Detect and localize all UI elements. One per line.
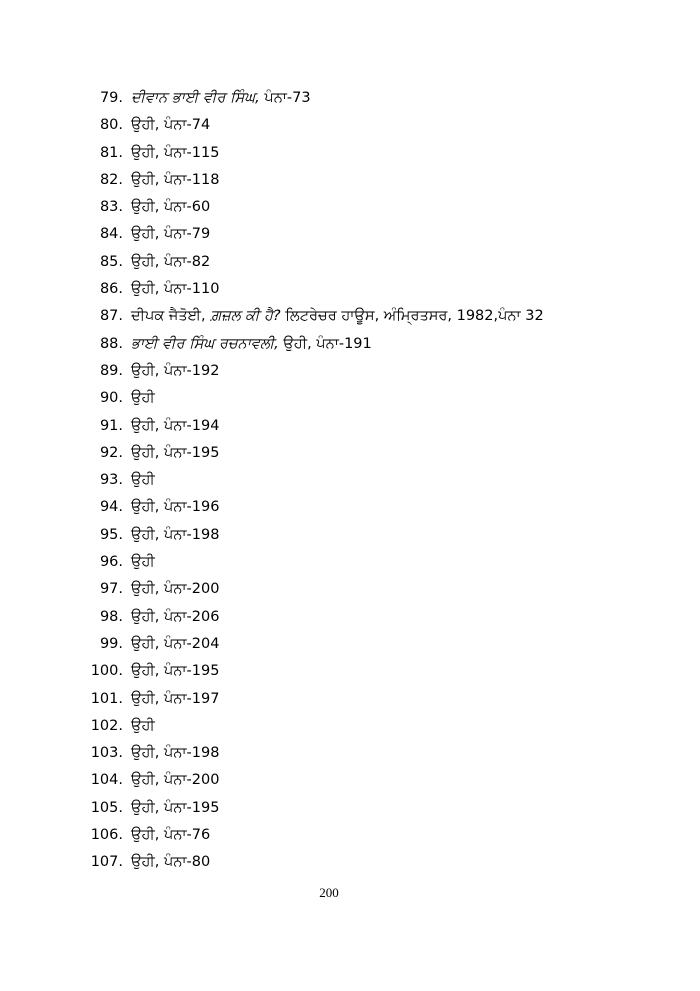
note-number: 82. bbox=[99, 171, 123, 188]
note-text: ਉਹੀ bbox=[131, 717, 155, 734]
note-number: 84. bbox=[99, 226, 123, 243]
page-number: 200 bbox=[319, 885, 339, 900]
endnote-85 bbox=[0, 249, 700, 276]
endnote-99 bbox=[0, 631, 700, 658]
note-text: ਉਹੀ, ਪੰਨਾ-196 bbox=[131, 499, 220, 516]
note-text: ਉਹੀ, ਪੰਨਾ-195 bbox=[131, 799, 220, 816]
endnote-100 bbox=[0, 658, 700, 685]
endnote-80 bbox=[0, 112, 700, 139]
endnote-81 bbox=[0, 140, 700, 167]
note-italic-title: ਦੀਵਾਨ ਭਾਈ ਵੀਰ ਸਿੰਘ, bbox=[131, 90, 260, 106]
note-number: 79. bbox=[99, 90, 123, 106]
note-text: ਉਹੀ, ਪੰਨਾ-76 bbox=[131, 827, 211, 844]
note-number: 92. bbox=[99, 444, 123, 461]
note-text: ਉਹੀ, ਪੰਨਾ-198 bbox=[131, 526, 220, 543]
endnote-101 bbox=[0, 686, 700, 713]
note-number: 89. bbox=[99, 362, 123, 379]
note-text: ਉਹੀ, ਪੰਨਾ-110 bbox=[131, 281, 220, 298]
endnote-87 bbox=[0, 303, 700, 330]
note-number: 107. bbox=[90, 854, 123, 871]
note-number: 85. bbox=[99, 253, 123, 270]
endnote-98 bbox=[0, 604, 700, 631]
note-number: 98. bbox=[99, 608, 123, 625]
note-reference: ਉਹੀ, ਪੰਨਾ-191 bbox=[278, 335, 372, 352]
note-number: 106. bbox=[90, 827, 123, 844]
note-number: 90. bbox=[99, 390, 123, 407]
endnote-89 bbox=[0, 358, 700, 385]
endnote-79 bbox=[0, 85, 700, 112]
endnote-97 bbox=[0, 576, 700, 603]
note-text bbox=[131, 85, 311, 112]
note-text: ਉਹੀ, ਪੰਨਾ-115 bbox=[131, 144, 220, 161]
note-number: 86. bbox=[99, 281, 123, 298]
note-text: ਉਹੀ, ਪੰਨਾ-192 bbox=[131, 362, 220, 379]
endnote-94 bbox=[0, 494, 700, 521]
endnote-90 bbox=[0, 385, 700, 412]
note-number: 80. bbox=[99, 117, 123, 134]
note-text: ਉਹੀ, ਪੰਨਾ-79 bbox=[131, 226, 211, 243]
note-text: ਉਹੀ, ਪੰਨਾ-204 bbox=[131, 635, 220, 652]
note-number: 97. bbox=[99, 581, 123, 598]
note-text: ਉਹੀ, ਪੰਨਾ-194 bbox=[131, 417, 220, 434]
note-text: ਉਹੀ bbox=[131, 554, 155, 571]
note-number: 103. bbox=[90, 745, 123, 762]
endnote-95 bbox=[0, 522, 700, 549]
note-number: 104. bbox=[90, 772, 123, 789]
endnote-88 bbox=[0, 331, 700, 358]
note-reference: ਲਿਟਰੇਚਰ ਹਾਊਸ, ਅੰਮ੍ਰਿਤਸਰ, 1982,ਪੰਨਾ 32 bbox=[280, 308, 544, 325]
endnote-105 bbox=[0, 795, 700, 822]
note-number: 93. bbox=[99, 472, 123, 489]
note-reference: ਪੰਨਾ-73 bbox=[259, 90, 311, 106]
note-text: ਉਹੀ bbox=[131, 390, 155, 407]
note-text: ਉਹੀ, ਪੰਨਾ-74 bbox=[131, 117, 211, 134]
endnote-107 bbox=[0, 849, 700, 876]
endnotes-list bbox=[0, 85, 700, 877]
endnote-93 bbox=[0, 467, 700, 494]
note-text: ਉਹੀ, ਪੰਨਾ-82 bbox=[131, 253, 211, 270]
note-number: 102. bbox=[90, 717, 123, 734]
endnote-82 bbox=[0, 167, 700, 194]
note-italic-title: ਭਾਈ ਵੀਰ ਸਿੰਘ ਰਚਨਾਵਲੀ, bbox=[131, 335, 279, 352]
note-text: ਉਹੀ bbox=[131, 472, 155, 489]
note-text: ਉਹੀ, ਪੰਨਾ-118 bbox=[131, 171, 220, 188]
note-text: ਉਹੀ, ਪੰਨਾ-195 bbox=[131, 444, 220, 461]
endnote-86 bbox=[0, 276, 700, 303]
note-italic-title: ਗ਼ਜ਼ਲ ਕੀ ਹੈ? bbox=[210, 308, 281, 325]
note-number: 100. bbox=[90, 663, 123, 680]
note-author: ਦੀਪਕ ਜੈਤੋਈ, bbox=[131, 308, 211, 325]
note-text: ਉਹੀ, ਪੰਨਾ-198 bbox=[131, 745, 220, 762]
note-text: ਉਹੀ, ਪੰਨਾ-60 bbox=[131, 199, 211, 216]
note-number: 105. bbox=[90, 799, 123, 816]
note-text: ਉਹੀ, ਪੰਨਾ-195 bbox=[131, 663, 220, 680]
endnote-84 bbox=[0, 221, 700, 248]
note-number: 95. bbox=[99, 526, 123, 543]
note-number: 94. bbox=[99, 499, 123, 516]
note-text: ਉਹੀ, ਪੰਨਾ-197 bbox=[131, 690, 220, 707]
note-text: ਉਹੀ, ਪੰਨਾ-206 bbox=[131, 608, 220, 625]
endnote-103 bbox=[0, 740, 700, 767]
note-number: 83. bbox=[99, 199, 123, 216]
note-text: ਉਹੀ, ਪੰਨਾ-200 bbox=[131, 581, 220, 598]
note-number: 99. bbox=[99, 635, 123, 652]
note-number: 87. bbox=[99, 308, 123, 325]
endnote-83 bbox=[0, 194, 700, 221]
note-text bbox=[131, 303, 544, 330]
note-text: ਉਹੀ, ਪੰਨਾ-80 bbox=[131, 854, 211, 871]
note-number: 88. bbox=[99, 335, 123, 352]
endnote-96 bbox=[0, 549, 700, 576]
endnote-92 bbox=[0, 440, 700, 467]
endnote-102 bbox=[0, 713, 700, 740]
endnote-106 bbox=[0, 822, 700, 849]
note-text bbox=[131, 331, 372, 358]
note-number: 101. bbox=[90, 690, 123, 707]
endnote-91 bbox=[0, 413, 700, 440]
note-text: ਉਹੀ, ਪੰਨਾ-200 bbox=[131, 772, 220, 789]
note-number: 96. bbox=[99, 554, 123, 571]
note-number: 81. bbox=[99, 144, 123, 161]
endnote-104 bbox=[0, 767, 700, 794]
note-number: 91. bbox=[99, 417, 123, 434]
